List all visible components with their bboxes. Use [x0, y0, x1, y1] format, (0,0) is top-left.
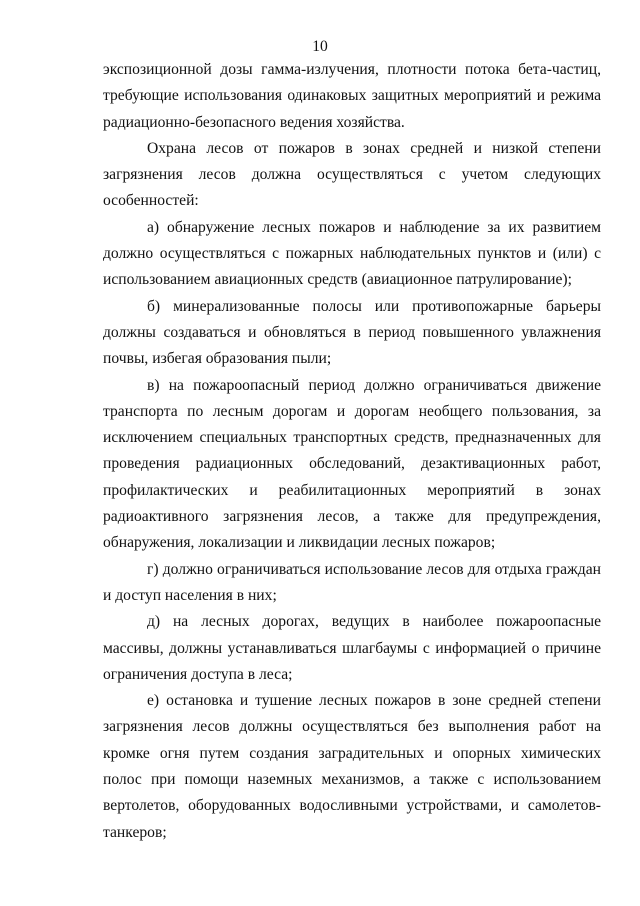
paragraph-item-e: е) остановка и тушение лесных пожаров в зоне средней степени загрязнения лесов должны осуществляться без выполнения работ на кромке огня путем создания заградительных и опорных химических полос при помощи наземных механизмов, а также с использованием вертолетов, оборудованных водосливными устройствами, и самолетов-танкеров;	[103, 692, 601, 841]
paragraph-continuation: экспозиционной дозы гамма-излучения, плотности потока бета-частиц, требующие использования одинаковых защитных мероприятий и режима радиационно-безопасного ведения хозяйства.	[103, 61, 601, 131]
page-number: 10	[312, 38, 328, 55]
paragraph-forest-protection-intro: Охрана лесов от пожаров в зонах средней и низкой степени загрязнения лесов должна осуществляться с учетом следующих особенностей:	[103, 139, 601, 210]
paragraph-item-g: г) должно ограничиваться использование лесов для отдыха граждан и доступ населения в них;	[103, 560, 601, 604]
document-body	[103, 57, 601, 846]
paragraph-item-a: а) обнаружение лесных пожаров и наблюдение за их развитием должно осуществляться с пожарных наблюдательных пунктов и (или) с использованием авиационных средств (авиационное патрулирование);	[103, 218, 601, 289]
paragraph-item-b: б) минерализованные полосы или противопожарные барьеры должны создаваться и обновляться в период повышенного увлажнения почвы, избегая образования пыли;	[103, 297, 601, 368]
paragraph-item-v: в) на пожароопасный период должно ограничиваться движение транспорта по лесным дорогам и дорогам необщего пользования, за исключением специальных транспортных средств, предназначенных для проведения радиационных обследований, дезактивационных работ, профилактических и реабилитационных мероприятий в зонах радиоактивного загрязнения лесов, а также для предупреждения, обнаружения, локализации и ликвидации лесных пожаров;	[103, 376, 601, 552]
paragraph-item-d: д) на лесных дорогах, ведущих в наиболее пожароопасные массивы, должны устанавливаться шлагбаумы с информацией о причине ограничения доступа в леса;	[103, 613, 601, 683]
